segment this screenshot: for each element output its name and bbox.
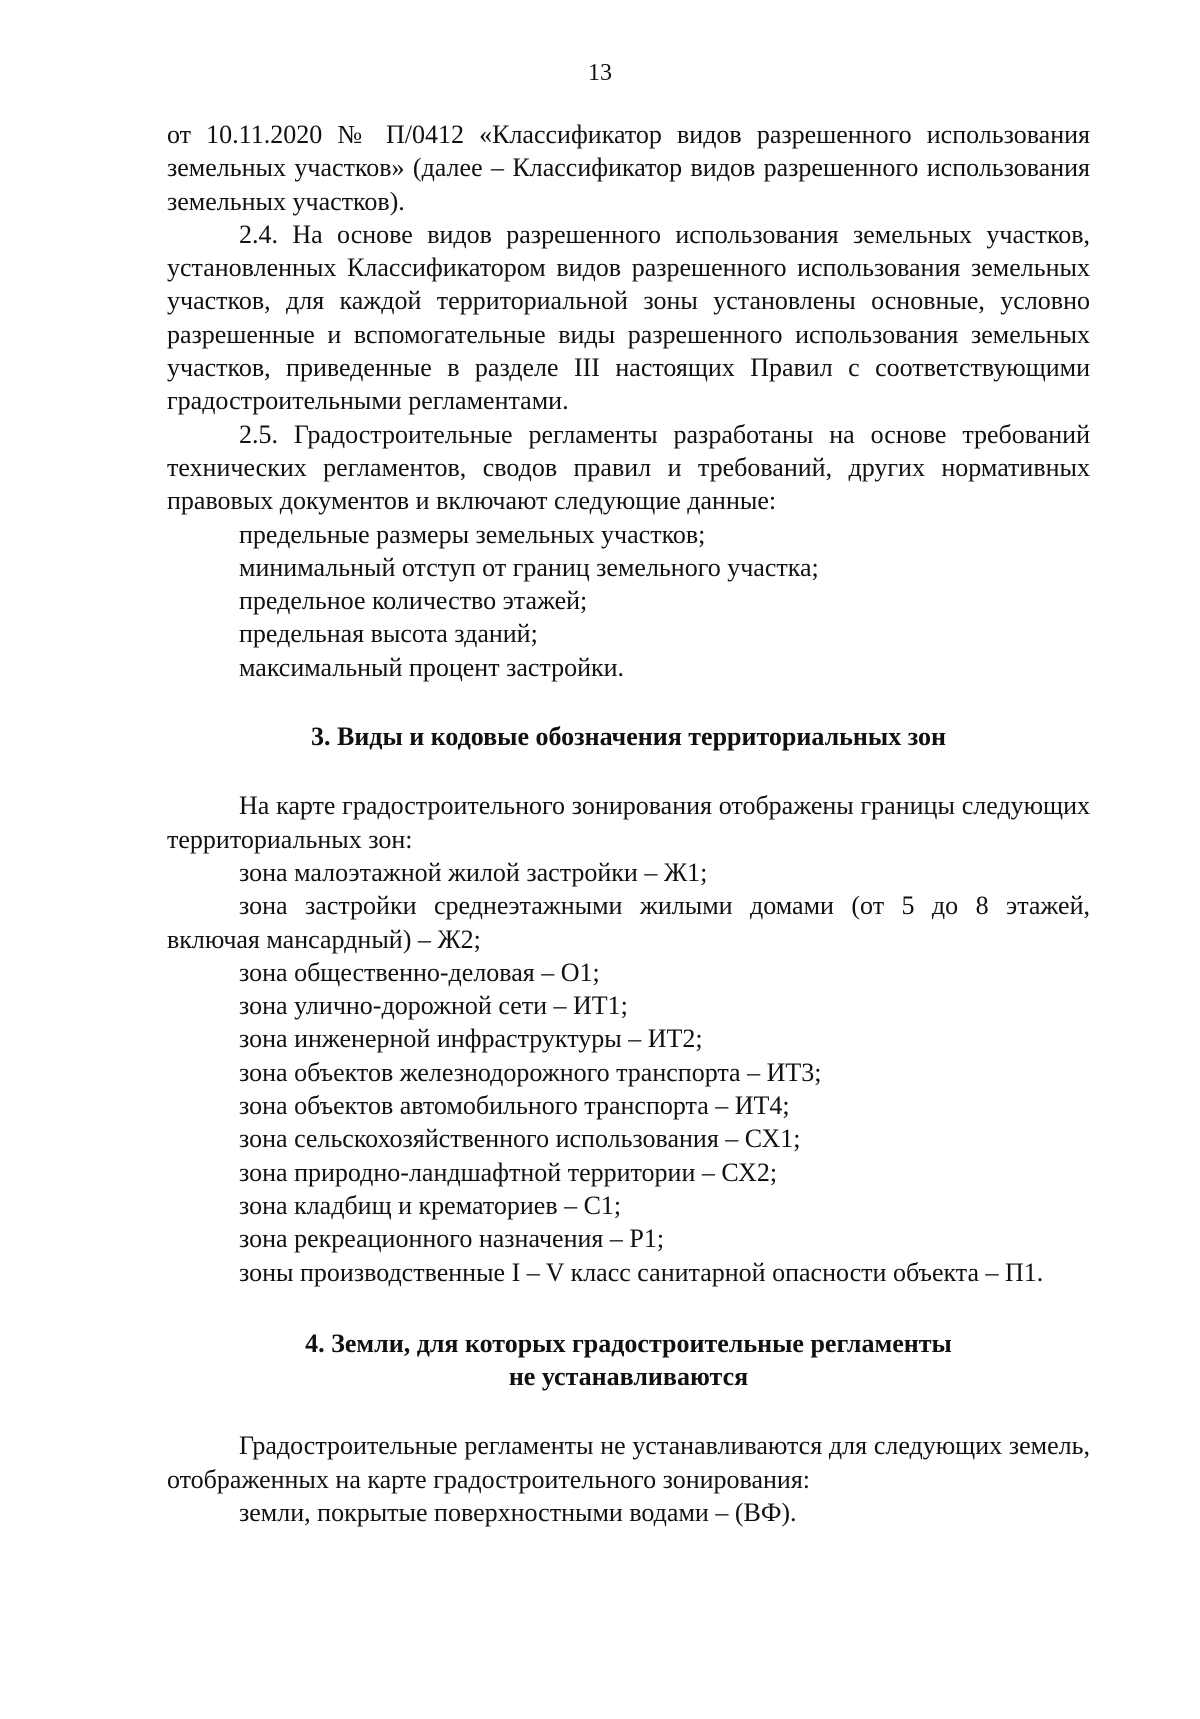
section-4-heading-line: 4. Земли, для которых градостроительные регламенты <box>305 1328 952 1358</box>
list-item: зона застройки среднеэтажными жилыми домами (от 5 до 8 этажей, включая мансардный) – Ж2; <box>167 891 1090 954</box>
section-3-intro: На карте градостроительного зонирования отображены границы следующих территориальных зон: <box>167 791 1090 854</box>
paragraph-2-5: 2.5. Градостроительные регламенты разработаны на основе требований технических регламентов, сводов правил и требований, других нормативных правовых документов и включают следующие данные: <box>167 419 1090 516</box>
list-item: зона рекреационного назначения – Р1; <box>239 1224 665 1254</box>
list-item: зоны производственные I – V класс санитарной опасности объекта – П1. <box>239 1257 1044 1287</box>
paragraph-continuation: от 10.11.2020 № П/0412 «Классификатор видов разрешенного использования земельных участков» (далее – Классификатор видов разрешенного использования земельных участков). <box>167 120 1090 216</box>
list-item: максимальный процент застройки. <box>239 652 625 682</box>
list-item: зона инженерной инфраструктуры – ИТ2; <box>239 1024 703 1054</box>
list-item: зона природно-ландшафтной территории – СХ2; <box>239 1157 778 1187</box>
list-item: зона малоэтажной жилой застройки – Ж1; <box>239 857 708 887</box>
regulation-data-list <box>167 518 1090 684</box>
list-item: предельные размеры земельных участков; <box>239 519 706 549</box>
section-4-intro: Градостроительные регламенты не устанавливаются для следующих земель, отображенных на карте градостроительного зонирования: <box>167 1431 1090 1494</box>
section-4-heading-line: не устанавливаются <box>508 1362 749 1392</box>
section-4-heading <box>167 1327 1090 1394</box>
list-item: предельное количество этажей; <box>239 586 588 616</box>
paragraph-2-4: 2.4. На основе видов разрешенного использования земельных участков, установленных Классификатором видов разрешенного использования земельных участков, для каждой территориальной зоны установлены основные, условно разрешенные и вспомогательные виды разрешенного использования земельных участков, приведенные в разделе III настоящих Правил с соответствующими градостроительными регламентами. <box>167 219 1090 416</box>
list-item: зона улично-дорожной сети – ИТ1; <box>239 991 628 1021</box>
list-item: зона общественно-деловая – О1; <box>239 957 600 987</box>
list-item: зона кладбищ и крематориев – С1; <box>239 1190 622 1220</box>
section-3-heading: 3. Виды и кодовые обозначения территориальных зон <box>310 722 946 752</box>
territorial-zones-list <box>167 856 1090 1289</box>
list-item: зона сельскохозяйственного использования – СХ1; <box>239 1124 801 1154</box>
list-item: зона объектов автомобильного транспорта – ИТ4; <box>239 1091 790 1121</box>
page-body <box>167 118 1090 1529</box>
page-number: 13 <box>588 60 612 86</box>
list-item: предельная высота зданий; <box>239 619 538 649</box>
list-item: земли, покрытые поверхностными водами – (ВФ). <box>239 1497 797 1527</box>
list-item: зона объектов железнодорожного транспорта – ИТ3; <box>239 1057 822 1087</box>
list-item: минимальный отступ от границ земельного участка; <box>239 552 819 582</box>
